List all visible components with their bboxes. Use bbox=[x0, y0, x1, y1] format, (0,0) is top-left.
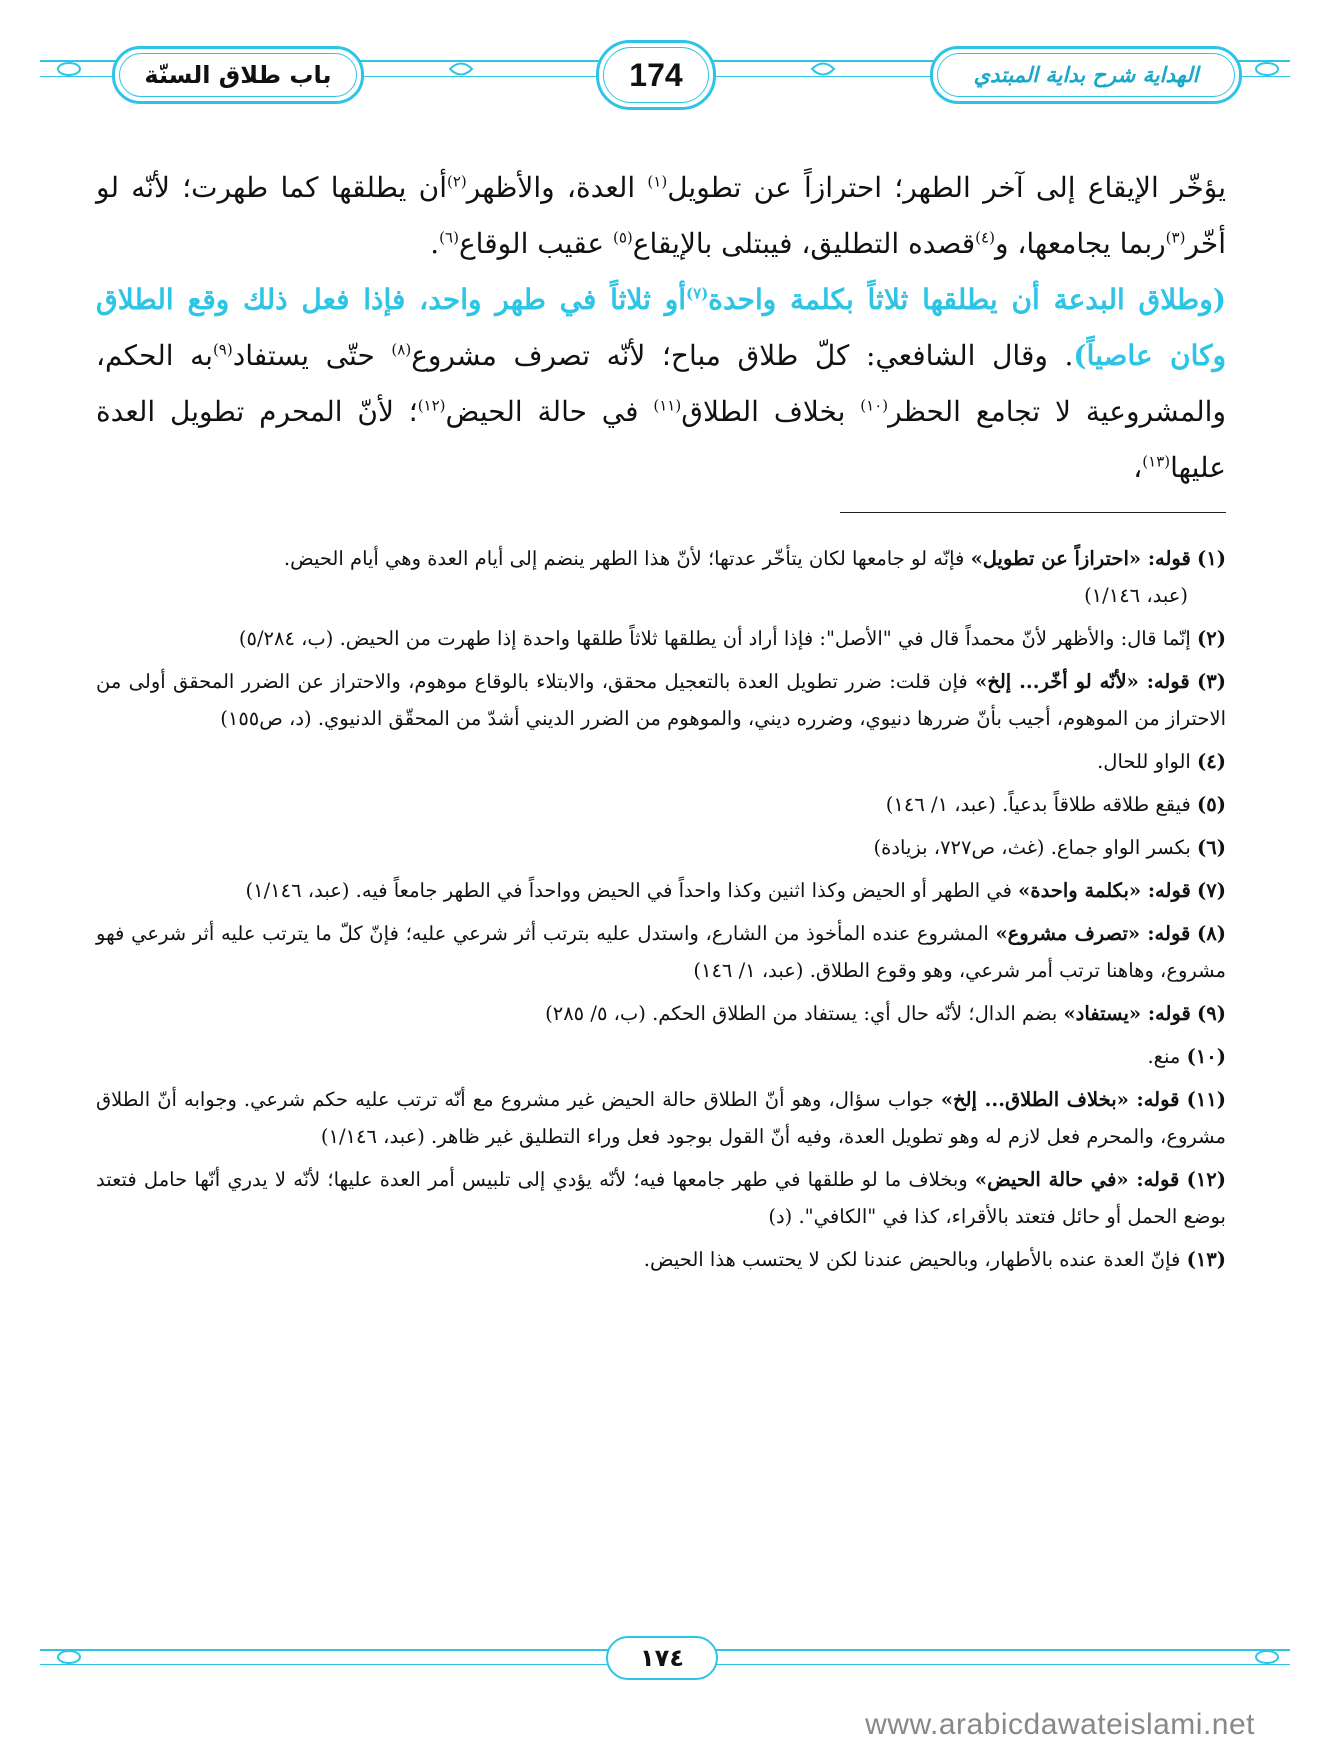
text-run: عقيب الوقاع bbox=[458, 227, 613, 260]
text-run: العدة، والأظهر bbox=[466, 171, 648, 204]
footnote-number: (٥) bbox=[1197, 793, 1226, 816]
footnote-ref: (٧) bbox=[686, 284, 709, 303]
footnote-label: قوله: «لأنّه لو أخّر... إلخ» bbox=[975, 670, 1190, 693]
footnote-text: المشروع عنده المأخوذ من الشارع، واستدل عليه بترتب أثر شرعي عليه؛ فإنّ كلّ ما يترتب عليه أثر شرعي فهو مشروع، وهاهنا ترتب أمر شرعي، وهو وقوع الطلاق. (عبد، ١/ ١٤٦) bbox=[96, 922, 1226, 982]
footnote-ref: (٨) bbox=[391, 340, 412, 359]
text-run: به الحكم، والمشروعية لا تجامع الحظر bbox=[96, 339, 1226, 428]
footnote-label: قوله: «احترازاً عن تطويل» bbox=[970, 547, 1191, 570]
footnote-label: قوله: «تصرف مشروع» bbox=[995, 922, 1191, 945]
main-paragraph bbox=[96, 272, 1226, 496]
footnote-ref: (٣) bbox=[1165, 228, 1186, 247]
footnote bbox=[96, 872, 1226, 909]
book-title-box bbox=[930, 46, 1242, 104]
footnote-number: (٣) bbox=[1197, 670, 1226, 693]
footer-page-number: ١٧٤ bbox=[640, 1644, 684, 1672]
footnote-ref: (٩) bbox=[212, 340, 233, 359]
footnote-number: (٢) bbox=[1197, 627, 1226, 650]
footnote bbox=[96, 1038, 1226, 1075]
footnote bbox=[96, 1081, 1226, 1155]
ornament-icon bbox=[448, 56, 474, 82]
footnote-number: (١٢) bbox=[1186, 1168, 1226, 1191]
footnote-number: (١١) bbox=[1186, 1088, 1226, 1111]
text-run: . bbox=[430, 227, 440, 260]
footnote-number: (٧) bbox=[1197, 879, 1226, 902]
text-run: حتّى يستفاد bbox=[232, 339, 392, 372]
page-number: 174 bbox=[629, 56, 683, 93]
chapter-title-box bbox=[112, 46, 364, 104]
text-run: في حالة الحيض bbox=[445, 395, 654, 428]
ornament-icon bbox=[810, 56, 836, 82]
footnote bbox=[96, 540, 1226, 614]
footnote-source: (عبد، ١/١٤٦) bbox=[1084, 584, 1188, 607]
footnote-text: فيقع طلاقه طلاقاً بدعياً. (عبد، ١/ ١٤٦) bbox=[885, 793, 1191, 816]
footnote-text: فإنّ العدة عنده بالأطهار، وبالحيض عندنا لكن لا يحتسب هذا الحيض. bbox=[643, 1248, 1181, 1271]
book-title: الهداية شرح بداية المبتدي bbox=[973, 63, 1199, 87]
footnote-number: (٤) bbox=[1197, 750, 1226, 773]
main-text bbox=[96, 160, 1226, 496]
text-run: بخلاف الطلاق bbox=[681, 395, 861, 428]
footnote-number: (٦) bbox=[1197, 836, 1226, 859]
chapter-title: باب طلاق السنّة bbox=[144, 61, 332, 89]
footnote-ref: (٥) bbox=[612, 228, 633, 247]
text-run: . وقال الشافعي: كلّ طلاق مباح؛ لأنّه تصرف مشروع bbox=[411, 339, 1074, 372]
footnote-text: جواب سؤال، وهو أنّ الطلاق حالة الحيض غير مشروع مع أنّه ترتب عليه حكم شرعي. وجوابه أنّ الطلاق مشروع، والمحرم فعل لازم له وهو تطويل العدة، وفيه أنّ القول بوجود فعل وراء التطليق غير ظاهر. (عبد، ١/١٤٦) bbox=[96, 1088, 1226, 1148]
footnote-label: قوله: «في حالة الحيض» bbox=[974, 1168, 1180, 1191]
matn-highlight: (وطلاق البدعة أن يطلقها ثلاثاً بكلمة واحدة bbox=[708, 283, 1226, 316]
text-run: ، bbox=[1133, 451, 1143, 484]
footnote-label: قوله: «بكلمة واحدة» bbox=[1018, 879, 1191, 902]
matn-highlight: أو ثلاثاً في طهر واحد، فإذا فعل ذلك وقع الطلاق وكان عاصياً) bbox=[96, 283, 1226, 372]
footnote bbox=[96, 620, 1226, 657]
footnote-text: منع. bbox=[1147, 1045, 1181, 1068]
footnote bbox=[96, 663, 1226, 737]
footnote-ref: (٤) bbox=[975, 228, 995, 247]
footnote-text: بضم الدال؛ لأنّه حال أي: يستفاد من الطلاق الحكم. (ب، ٥/ ٢٨٥) bbox=[545, 1002, 1064, 1025]
ornament-icon bbox=[1254, 1644, 1280, 1670]
footnote-text: بكسر الواو جماع. (غث، ص٧٢٧، بزيادة) bbox=[873, 836, 1191, 859]
footnote bbox=[96, 829, 1226, 866]
footnote-separator bbox=[840, 512, 1226, 513]
footnote-text: فإن قلت: ضرر تطويل العدة بالتعجيل محقق، والابتلاء بالوقاع موهوم، والاحتراز عن الضرر المحقق أولى من الاحتراز من الموهوم، أجيب بأنّ ضررها دنيوي، وضرره ديني، والموهوم من الضرر الديني أشدّ من المحقّق الدنيوي. (د، ص١٥٥) bbox=[96, 670, 1226, 730]
main-paragraph bbox=[96, 160, 1226, 272]
footnote-ref: (٢) bbox=[446, 172, 467, 191]
footnote-text: الواو للحال. bbox=[1097, 750, 1191, 773]
text-run: ؛ لأنّ المحرم تطويل العدة عليها bbox=[96, 395, 1226, 484]
footnote-ref: (١٠) bbox=[860, 396, 889, 415]
footnote-number: (٩) bbox=[1197, 1002, 1226, 1025]
page-number-box bbox=[596, 40, 716, 110]
text-run: قصده التطليق، فيبتلى بالإيقاع bbox=[632, 227, 976, 260]
text-run: ربما يجامعها، و bbox=[994, 227, 1166, 260]
footnote-number: (١٣) bbox=[1186, 1248, 1226, 1271]
footnote-label: قوله: «بخلاف الطلاق... إلخ» bbox=[940, 1088, 1180, 1111]
footnote-text: في الطهر أو الحيض وكذا اثنين وكذا واحداً في الحيض وواحداً في الطهر جامعاً فيه. (عبد، ١/١٤٦) bbox=[245, 879, 1019, 902]
footnote bbox=[96, 1161, 1226, 1235]
ornament-icon bbox=[56, 1644, 82, 1670]
footer-page-box bbox=[606, 1636, 718, 1680]
ornament-icon bbox=[56, 56, 82, 82]
footnote-text: وبخلاف ما لو طلقها في طهر جامعها فيه؛ لأنّه يؤدي إلى تلبيس أمر العدة عليها؛ لأنّه لا يدري أنّها حامل فتعتد بوضع الحمل أو حائل فتعتد بالأقراء، كذا في "الكافي". (د) bbox=[96, 1168, 1226, 1228]
footnote-ref: (٦) bbox=[439, 228, 459, 247]
footnote-text: فإنّه لو جامعها لكان يتأخّر عدتها؛ لأنّ هذا الطهر ينضم إلى أيام العدة وهي أيام الحيض. bbox=[283, 547, 971, 570]
footnote-ref: (١٢) bbox=[417, 396, 446, 415]
footnote-ref: (١١) bbox=[653, 396, 682, 415]
footnote-number: (٨) bbox=[1197, 922, 1226, 945]
text-run: يؤخّر الإيقاع إلى آخر الطهر؛ احترازاً عن تطويل bbox=[667, 171, 1226, 204]
footnote-number: (١٠) bbox=[1186, 1045, 1226, 1068]
ornament-icon bbox=[1254, 56, 1280, 82]
footnote bbox=[96, 1241, 1226, 1278]
footnotes bbox=[96, 540, 1226, 1284]
footnote-number: (١) bbox=[1197, 547, 1226, 570]
footnote-ref: (١٣) bbox=[1142, 452, 1171, 471]
footnote bbox=[96, 915, 1226, 989]
website-url: www.arabicdawateislami.net bbox=[865, 1708, 1255, 1741]
text-run: أن يطلقها كما طهرت؛ لأنّه لو أخّر bbox=[96, 171, 1226, 260]
footnote-text: إنّما قال: والأظهر لأنّ محمداً قال في "الأصل": فإذا أراد أن يطلقها ثلاثاً طلقها واحدة إذا طهرت من الحيض. (ب، ٥/٢٨٤) bbox=[238, 627, 1191, 650]
footnote-label: قوله: «يستفاد» bbox=[1063, 1002, 1191, 1025]
footnote bbox=[96, 786, 1226, 823]
footnote-ref: (١) bbox=[647, 172, 668, 191]
footnote bbox=[96, 743, 1226, 780]
footnote bbox=[96, 995, 1226, 1032]
